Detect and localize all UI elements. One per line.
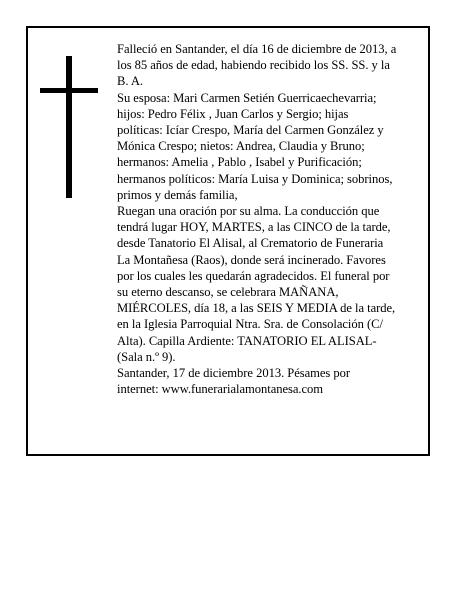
obituary-text [117,41,425,397]
obituary-line: La Montañesa (Raos), donde será incinerado. Favores [117,252,386,267]
obituary-line: por los cuales les quedarán agradecidos. El funeral por [117,268,390,283]
obituary-line: políticas: Icíar Crespo, María del Carmen González y [117,123,384,138]
obituary-line: MIÉRCOLES, día 18, a las SEIS Y MEDIA de la tarde, [117,301,396,316]
obituary-line: Mónica Crespo; nietos: Andrea, Claudia y Bruno; [117,139,365,154]
cross-vertical-bar [66,56,72,198]
obituary-line: Su esposa: Mari Carmen Setién Guerricaechevarria; [117,90,377,105]
obituary-line: Ruegan una oración por su alma. La conducción que [117,204,380,219]
obituary-line: su eterno descanso, se celebrara MAÑANA, [117,285,339,300]
obituary-line: hermanos: Amelia , Pablo , Isabel y Purificación; [117,155,362,170]
obituary-line: (Sala n.º 9). [117,349,176,364]
obituary-line: los 85 años de edad, habiendo recibido los SS. SS. y la [117,58,390,73]
obituary-line: en la Iglesia Parroquial Ntra. Sra. de Consolación (C/ [117,317,383,332]
obituary-line: primos y demás familia, [117,187,238,202]
obituary-line: Falleció en Santander, el día 16 de diciembre de 2013, a [117,42,397,56]
obituary-line: internet: www.funerarialamontanesa.com [117,382,324,397]
obituary-line: Alta). Capilla Ardiente: TANATORIO EL ALISAL- [117,333,377,348]
obituary-line: hijos: Pedro Félix , Juan Carlos y Sergio; hijas [117,106,349,121]
obituary-line: tendrá lugar HOY, MARTES, a las CINCO de la tarde, [117,220,391,235]
obituary-line: hermanos políticos: María Luisa y Dominica; sobrinos, [117,171,393,186]
obituary-line: desde Tanatorio El Alisal, al Crematorio de Funeraria [117,236,384,251]
obituary-line: B. A. [117,74,143,89]
obituary-line: Santander, 17 de diciembre 2013. Pésames por [117,366,351,381]
cross-horizontal-bar [40,88,98,93]
cross-icon [40,56,98,198]
obituary-notice [26,26,430,456]
